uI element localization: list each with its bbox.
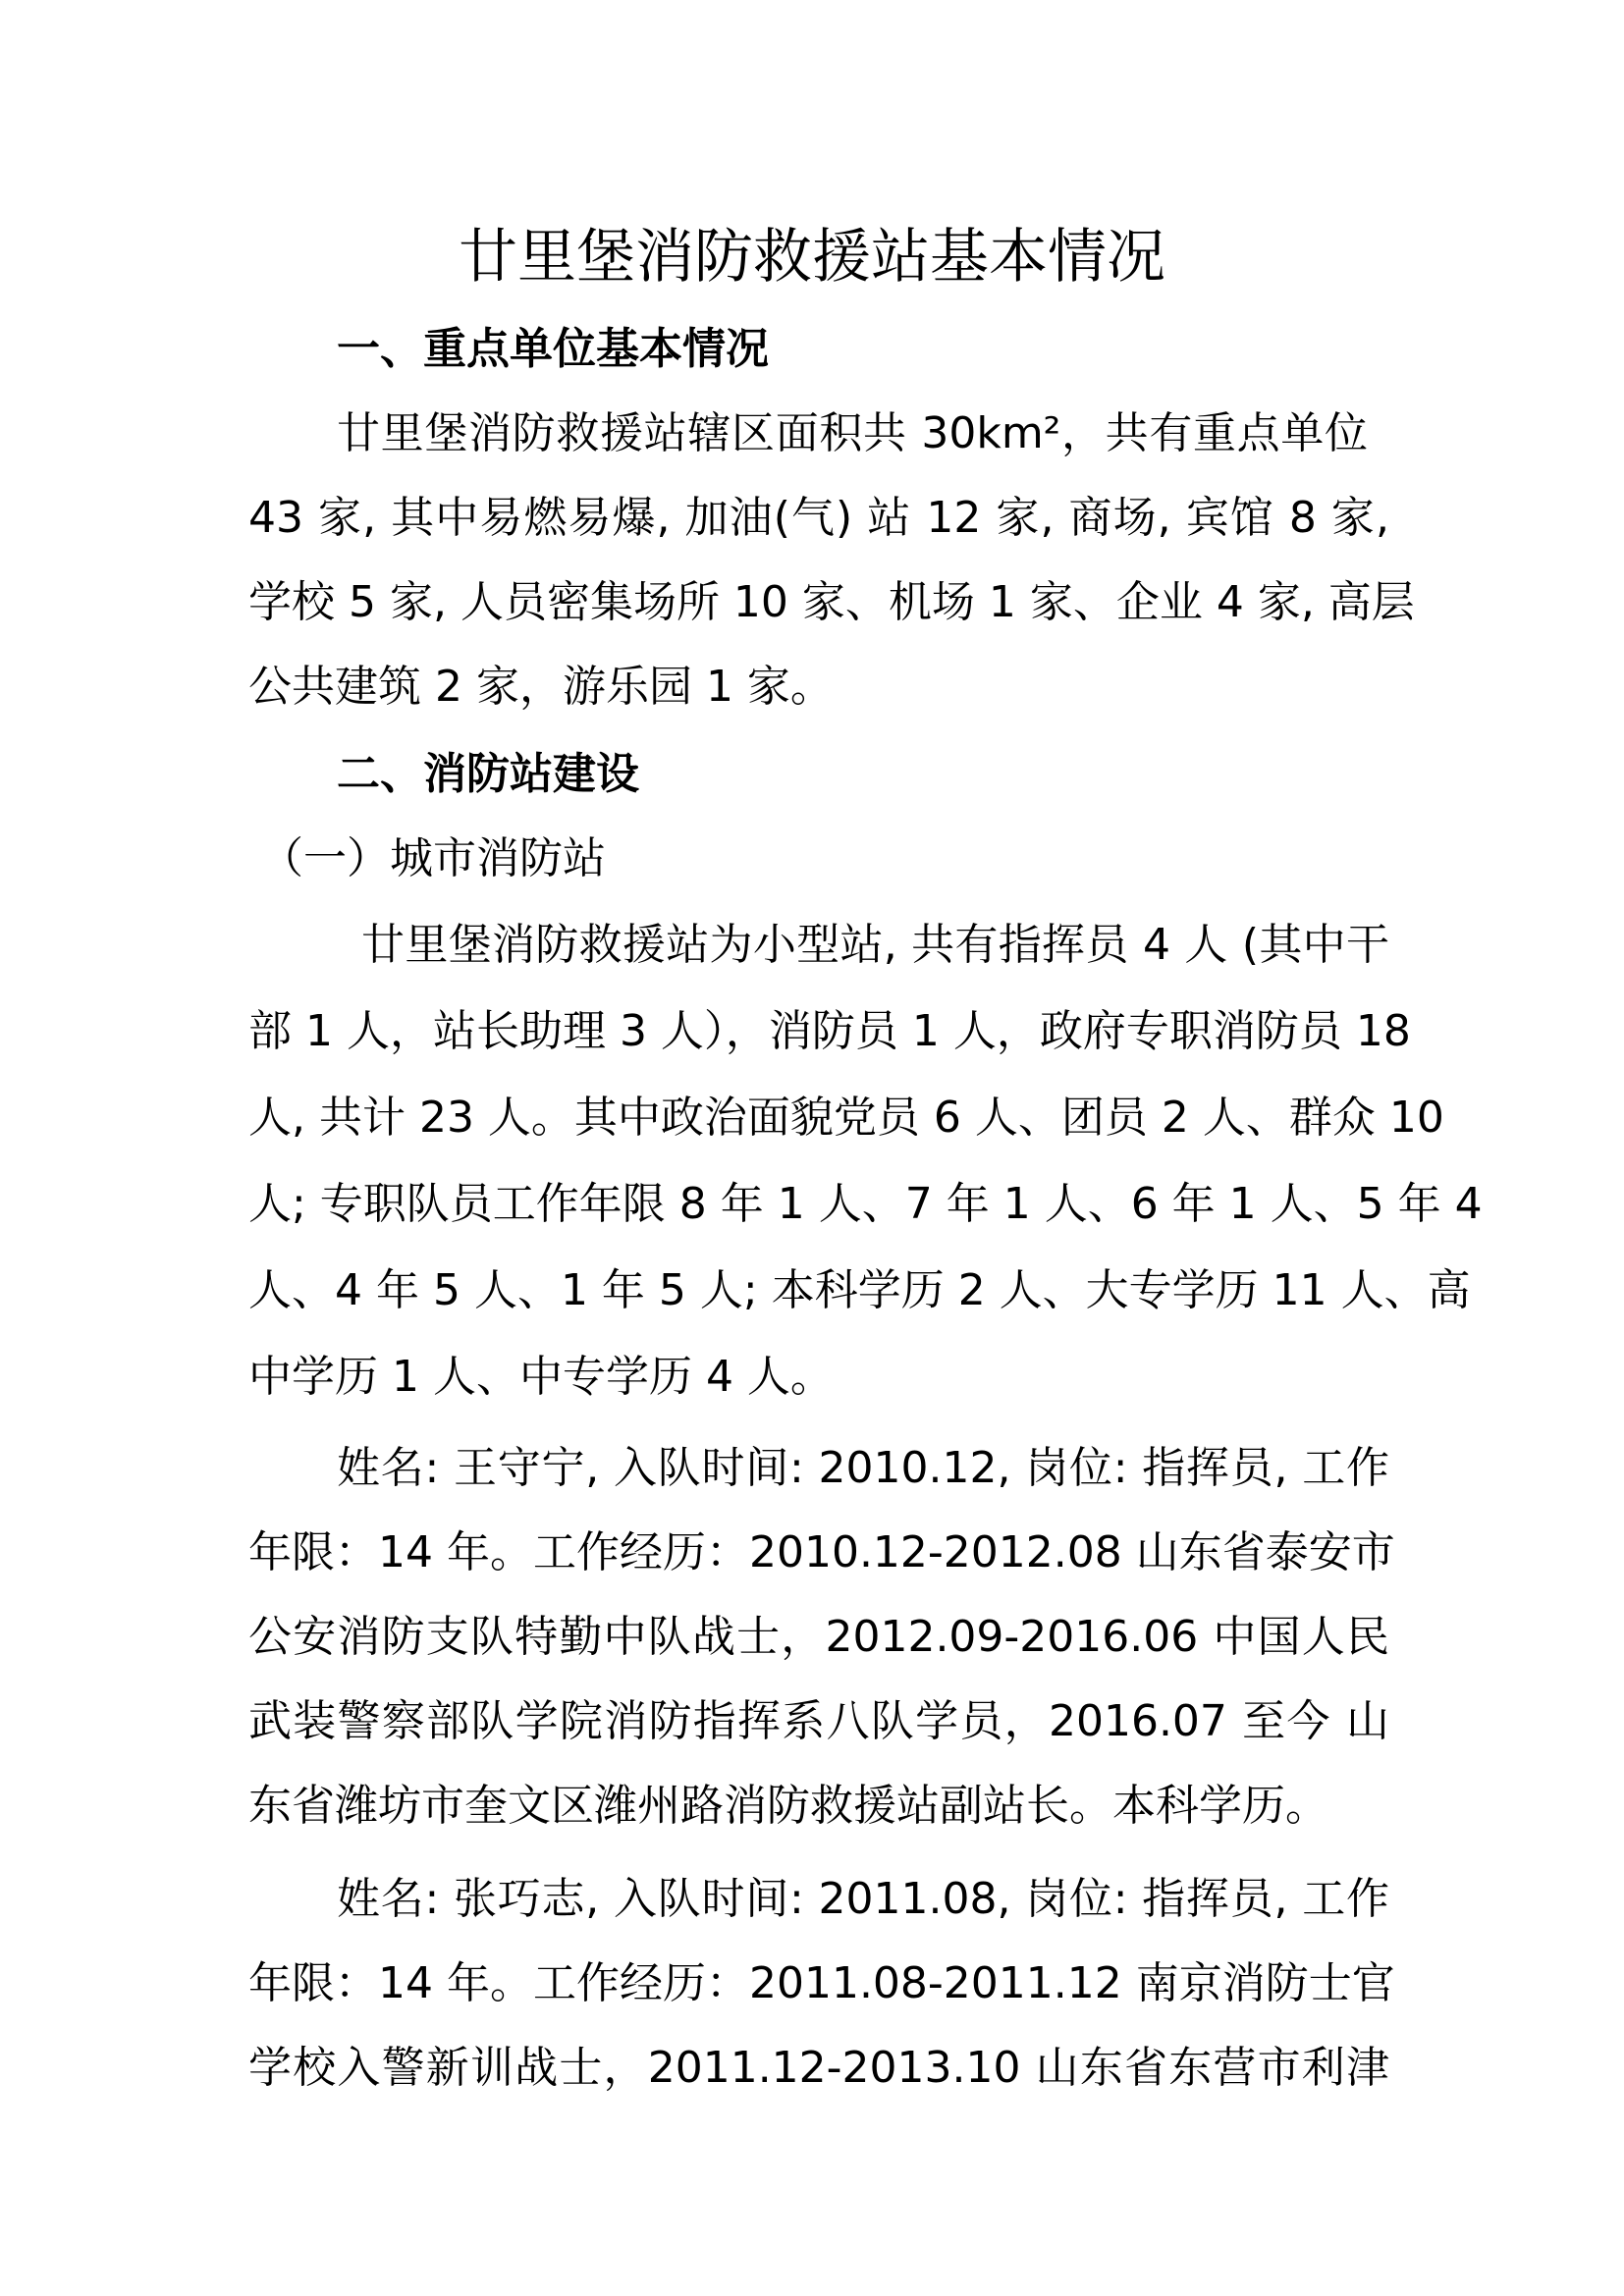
person-info-line: 公安消防支队特勤中队战士，2012.09-2016.06 中国人民 <box>248 1612 1389 1662</box>
person-info-line: 东省潍坊市奎文区潍州路消防救援站副站长。本科学历。 <box>248 1781 1328 1831</box>
paragraph-line: 人; 专职队员工作年限 8 年 1 人、7 年 1 人、6 年 1 人、5 年 4 <box>248 1179 1483 1229</box>
person-info-line: 姓名: 王守宁, 入队时间: 2010.12, 岗位: 指挥员, 工作 <box>337 1443 1389 1493</box>
paragraph-line: 学校 5 家, 人员密集场所 10 家、机场 1 家、企业 4 家, 高层 <box>248 577 1415 627</box>
paragraph-line: 43 家, 其中易燃易爆, 加油(气) 站 12 家, 商场, 宾馆 8 家, <box>248 493 1389 543</box>
section-heading-station-construction: 二、消防站建设 <box>337 749 639 799</box>
paragraph-line: 人、4 年 5 人、1 年 5 人; 本科学历 2 人、大专学历 11 人、高 <box>248 1265 1471 1315</box>
paragraph-line: 部 1 人，站长助理 3 人），消防员 1 人，政府专职消防员 18 <box>248 1006 1411 1056</box>
section-heading-key-units: 一、重点单位基本情况 <box>337 324 769 374</box>
person-info-line: 武装警察部队学院消防指挥系八队学员，2016.07 至今 山 <box>248 1696 1389 1746</box>
person-info-line: 学校入警新训战士，2011.12-2013.10 山东省东营市利津 <box>248 2043 1389 2093</box>
person-info-line: 姓名: 张巧志, 入队时间: 2011.08, 岗位: 指挥员, 工作 <box>337 1874 1389 1924</box>
paragraph-line: 人, 共计 23 人。其中政治面貌党员 6 人、团员 2 人、群众 10 <box>248 1093 1444 1143</box>
person-info-line: 年限：14 年。工作经历：2010.12-2012.08 山东省泰安市 <box>248 1527 1395 1577</box>
paragraph-line: 公共建筑 2 家，游乐园 1 家。 <box>248 662 834 712</box>
person-info-line: 年限：14 年。工作经历：2011.08-2011.12 南京消防士官 <box>248 1958 1395 2008</box>
subsection-heading-city-station: （一）城市消防站 <box>260 833 606 883</box>
paragraph-line: 廿里堡消防救援站辖区面积共 30km²，共有重点单位 <box>337 408 1369 458</box>
paragraph-line: 中学历 1 人、中专学历 4 人。 <box>248 1352 834 1402</box>
paragraph-line: 廿里堡消防救援站为小型站, 共有指挥员 4 人 (其中干 <box>361 920 1389 970</box>
page-title: 廿里堡消防救援站基本情况 <box>459 223 1165 292</box>
